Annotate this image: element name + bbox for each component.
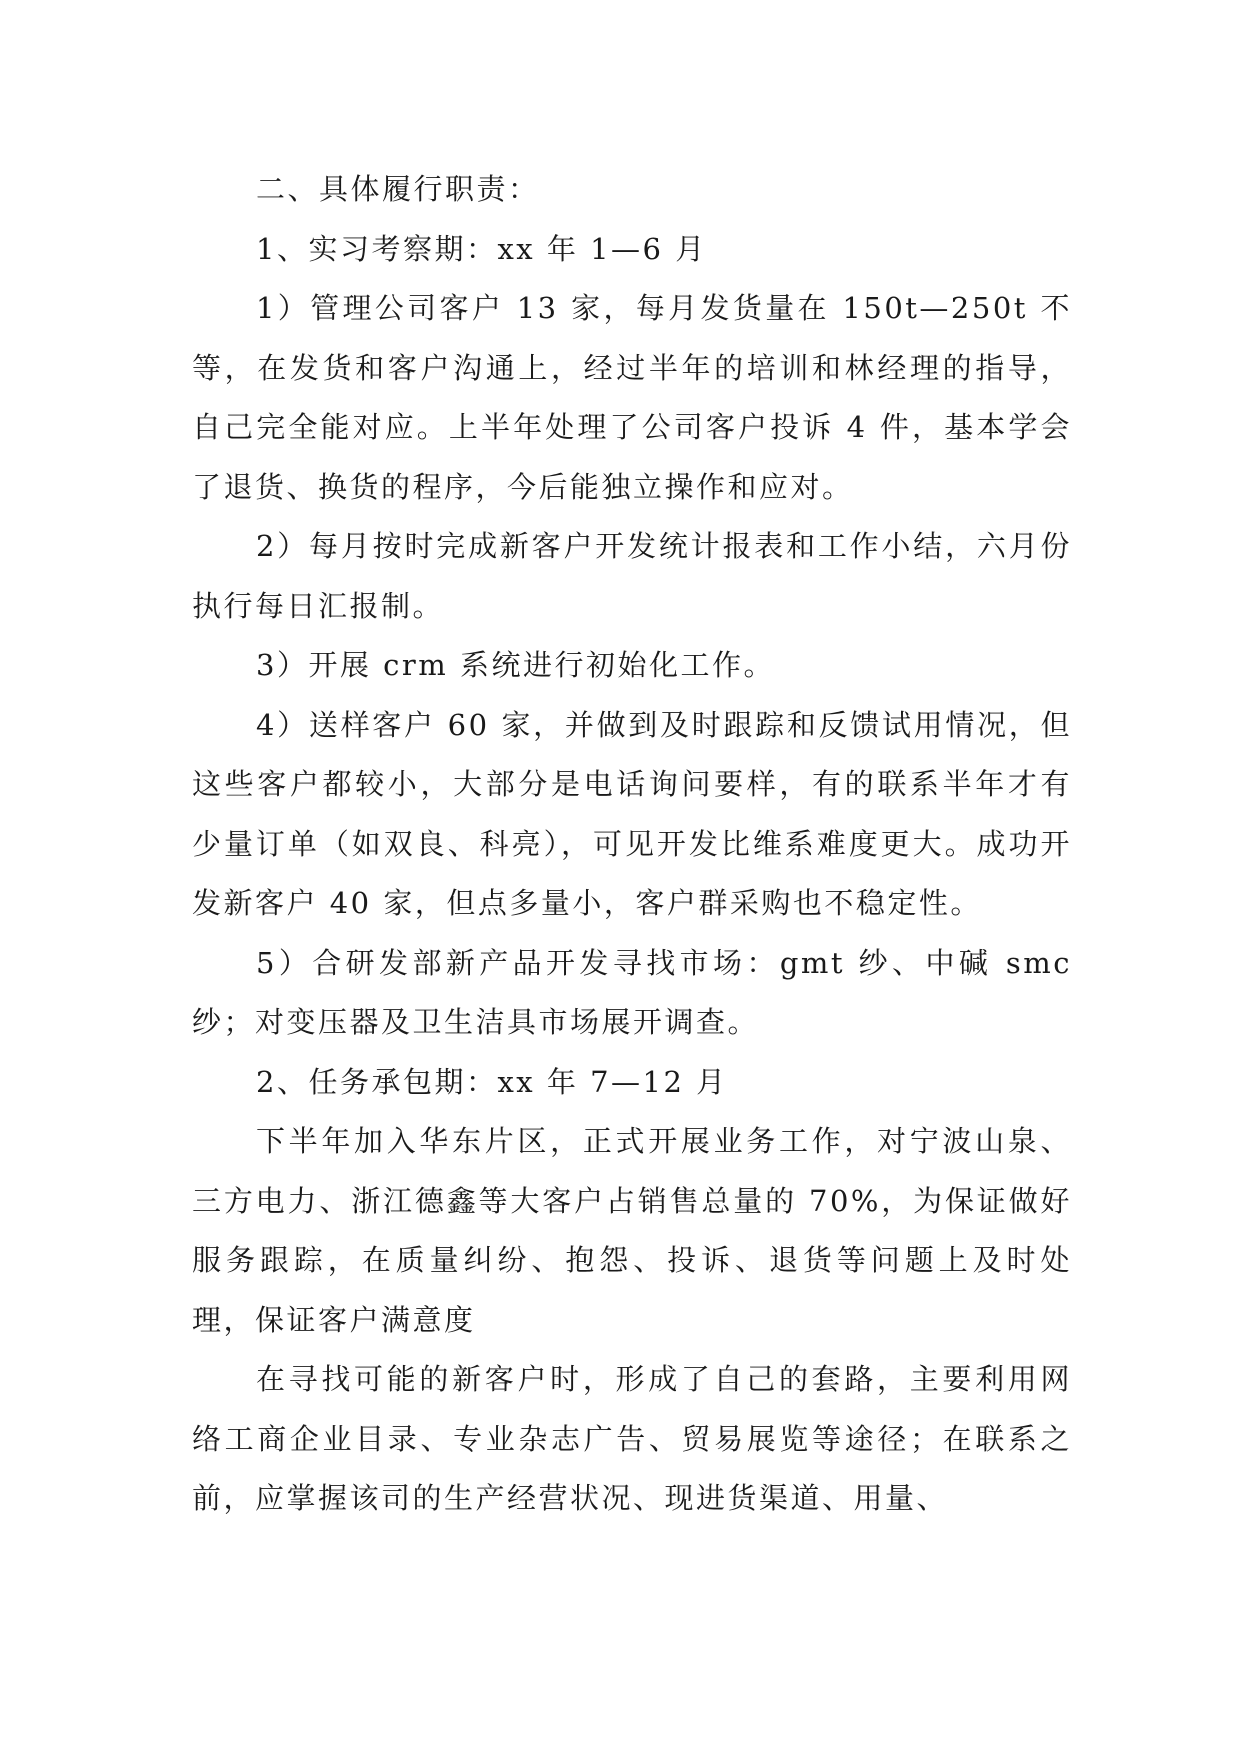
section-heading: 二、具体履行职责： <box>256 172 540 206</box>
paragraph: 5）合研发部新产品开发寻找市场：gmt 纱、中碱 smc 纱；对变压器及卫生洁具市场展开调查。 <box>192 945 1072 1039</box>
document-body <box>192 160 1072 1529</box>
paragraph: 2）每月按时完成新客户开发统计报表和工作小结，六月份执行每日汇报制。 <box>192 529 1072 623</box>
paragraph: 3）开展 crm 系统进行初始化工作。 <box>256 648 775 682</box>
subsection-heading: 2、任务承包期：xx 年 7—12 月 <box>256 1064 728 1099</box>
paragraph: 4）送样客户 60 家，并做到及时跟踪和反馈试用情况，但这些客户都较小，大部分是电话询问要样，有的联系半年才有少量订单（如双良、科亮），可见开发比维系难度更大。成功开发新客户 40 家，但点多量小，客户群采购也不稳定性。 <box>192 707 1072 920</box>
subsection-heading: 1、实习考察期：xx 年 1—6 月 <box>256 231 707 266</box>
paragraph: 在寻找可能的新客户时，形成了自己的套路，主要利用网络工商企业目录、专业杂志广告、贸易展览等途径；在联系之前，应掌握该司的生产经营状况、现进货渠道、用量、 <box>192 1362 1072 1515</box>
paragraph: 下半年加入华东片区，正式开展业务工作，对宁波山泉、三方电力、浙江德鑫等大客户占销售总量的 70%，为保证做好服务跟踪，在质量纠纷、抱怨、投诉、退货等问题上及时处理，保证客户满意度 <box>192 1124 1072 1337</box>
paragraph: 1）管理公司客户 13 家，每月发货量在 150t—250t 不等，在发货和客户沟通上，经过半年的培训和林经理的指导，自己完全能对应。上半年处理了公司客户投诉 4 件，基本学会了退货、换货的程序，今后能独立操作和应对。 <box>192 291 1072 504</box>
